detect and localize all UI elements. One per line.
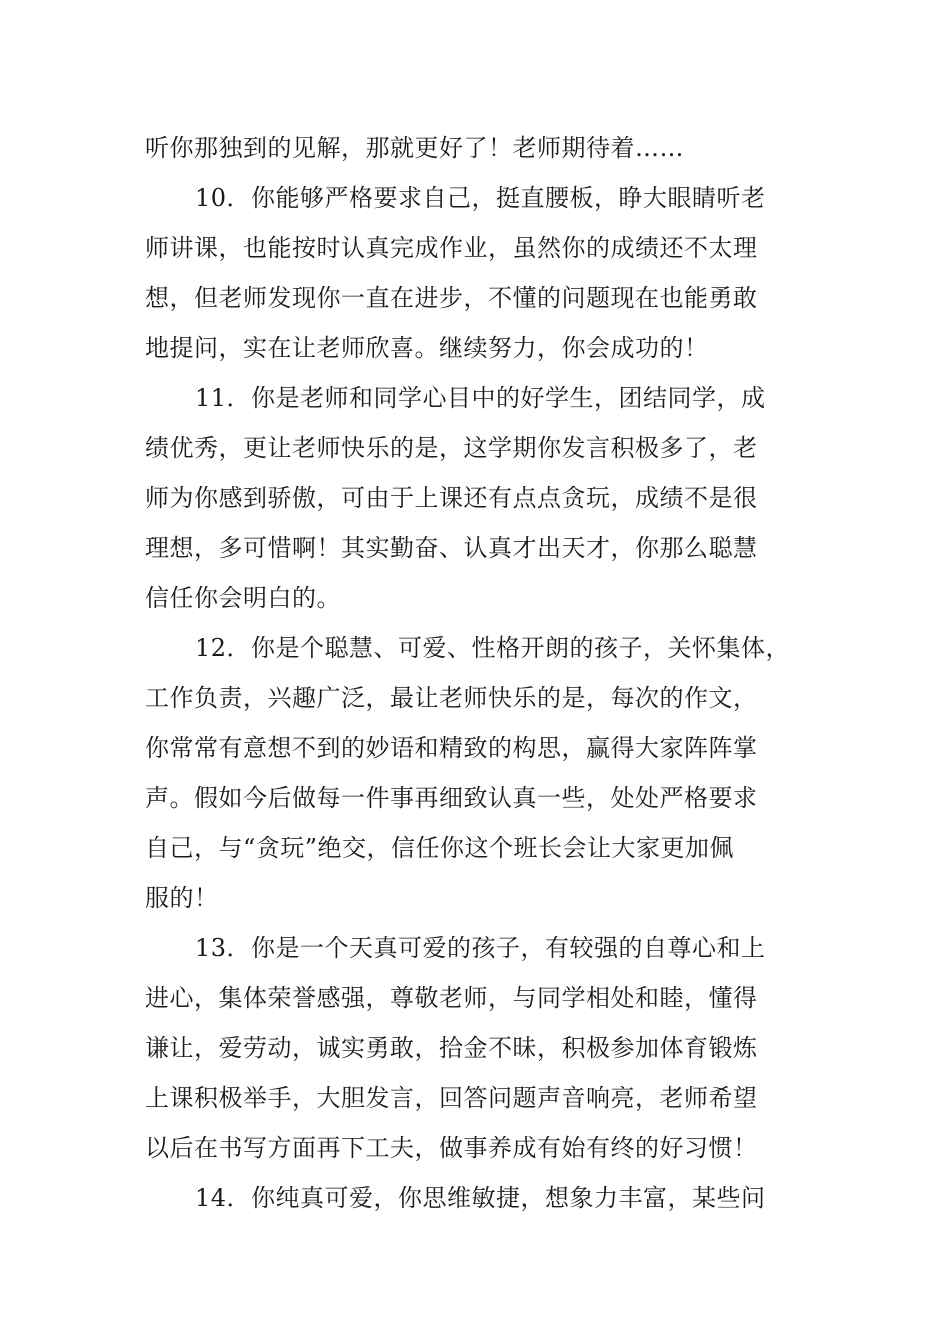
text-line: 上课积极举手，大胆发言，回答问题声音响亮，老师希望 <box>145 1084 758 1112</box>
text-line: 服的！ <box>145 884 219 912</box>
text-line: 想，但老师发现你一直在进步，不懂的问题现在也能勇敢 <box>145 284 758 312</box>
paragraph-11-first-line: 11．你是老师和同学心目中的好学生，团结同学，成 <box>195 384 766 412</box>
text-line: 信任你会明白的。 <box>145 584 341 612</box>
text-line: 师讲课，也能按时认真完成作业，虽然你的成绩还不太理 <box>145 234 758 262</box>
text-line: 以后在书写方面再下工夫，做事养成有始有终的好习惯！ <box>145 1134 758 1162</box>
paragraph-14-first-line: 14．你纯真可爱，你思维敏捷，想象力丰富，某些问 <box>195 1184 766 1212</box>
text-line: 地提问，实在让老师欣喜。继续努力，你会成功的！ <box>145 334 709 362</box>
paragraph-10-first-line: 10．你能够严格要求自己，挺直腰板，睁大眼睛听老 <box>195 184 766 212</box>
text-line: 理想，多可惜啊！其实勤奋、认真才出天才，你那么聪慧 <box>145 534 758 562</box>
text-line: 师为你感到骄傲，可由于上课还有点点贪玩，成绩不是很 <box>145 484 758 512</box>
text-line: 自己，与“贪玩”绝交，信任你这个班长会让大家更加佩 <box>145 834 735 862</box>
text-line: 谦让，爱劳动，诚实勇敢，拾金不昧，积极参加体育锻炼 <box>145 1034 758 1062</box>
paragraph-12-first-line: 12．你是个聪慧、可爱、性格开朗的孩子，关怀集体， <box>195 634 791 662</box>
text-line: 听你那独到的见解，那就更好了！老师期待着…… <box>145 134 684 162</box>
text-line: 工作负责，兴趣广泛，最让老师快乐的是，每次的作文， <box>145 684 758 712</box>
text-line: 声。假如今后做每一件事再细致认真一些，处处严格要求 <box>145 784 758 812</box>
text-line: 你常常有意想不到的妙语和精致的构思，赢得大家阵阵掌 <box>145 734 758 762</box>
paragraph-13-first-line: 13．你是一个天真可爱的孩子，有较强的自尊心和上 <box>195 934 766 962</box>
text-line: 进心，集体荣誉感强，尊敬老师，与同学相处和睦，懂得 <box>145 984 758 1012</box>
text-line: 绩优秀，更让老师快乐的是，这学期你发言积极多了，老 <box>145 434 758 462</box>
